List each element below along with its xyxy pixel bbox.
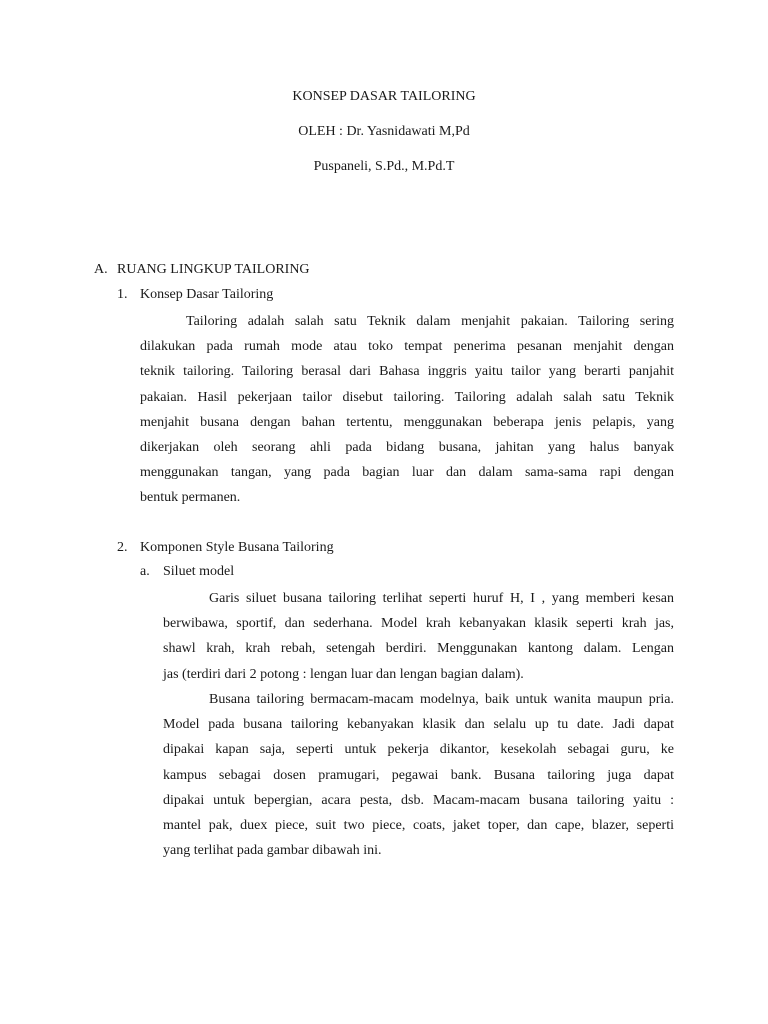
paragraph-line: Garis siluet busana tailoring terlihat seperti huruf H, I , yang memberi kesan xyxy=(209,591,674,606)
paragraph-line: dikerjakan oleh seorang ahli pada bidang busana, jahitan yang halus banyak xyxy=(140,440,674,456)
item-1-paragraph xyxy=(140,309,674,511)
paragraph-line: dipakai untuk bepergian, acara pesta, dsb. Macam-macam busana tailoring yaitu : xyxy=(163,792,674,808)
paragraph-line: shawl krah, krah rebah, setengah berdiri. Menggunakan kantong dalam. Lengan xyxy=(163,641,674,657)
paragraph-line: bentuk permanen. xyxy=(140,490,241,506)
sub-a-paragraph-1 xyxy=(163,586,674,687)
sub-a-title: Siluet model xyxy=(163,564,235,579)
sub-a-marker: a. xyxy=(140,564,150,579)
paragraph-line: menggunakan tangan, yang pada bagian luar dan dalam sama-sama rapi dengan xyxy=(140,465,674,481)
item-2-title: Komponen Style Busana Tailoring xyxy=(140,540,334,555)
paragraph-line: pakaian. Hasil pekerjaan tailor disebut tailoring. Tailoring adalah salah satu Teknik xyxy=(140,389,674,405)
paragraph-line: berwibawa, sportif, dan sederhana. Model krah kebanyakan klasik seperti krah jas, xyxy=(163,616,674,632)
paragraph-line: menjahit busana dengan bahan tertentu, menggunakan beberapa jenis pelapis, yang xyxy=(140,414,674,430)
item-1-marker: 1. xyxy=(117,287,128,302)
author-line-1: OLEH : Dr. Yasnidawati M,Pd xyxy=(298,124,470,139)
paragraph-line: kampus sebagai dosen pramugari, pegawai bank. Busana tailoring juga dapat xyxy=(163,767,674,783)
paragraph-line: teknik tailoring. Tailoring berasal dari Bahasa inggris yaitu tailor yang berarti panjahit xyxy=(140,364,674,380)
item-1-title: Konsep Dasar Tailoring xyxy=(140,287,274,302)
paragraph-line: mantel pak, duex piece, suit two piece, coats, jaket toper, dan cape, blazer, seperti xyxy=(163,818,674,834)
item-2-marker: 2. xyxy=(117,540,128,555)
paragraph-line: dilakukan pada rumah mode atau toko tempat penerima pesanan menjahit dengan xyxy=(140,339,674,355)
section-a-title: RUANG LINGKUP TAILORING xyxy=(117,262,310,277)
sub-a-paragraph-2 xyxy=(163,687,674,863)
document-title: KONSEP DASAR TAILORING xyxy=(292,89,476,104)
paragraph-line: Tailoring adalah salah satu Teknik dalam menjahit pakaian. Tailoring sering xyxy=(186,314,674,329)
section-a-marker: A. xyxy=(94,262,108,277)
paragraph-line: dipakai kapan saja, seperti untuk pekerja dikantor, kesekolah sebagai guru, ke xyxy=(163,742,674,758)
paragraph-line: Model pada busana tailoring kebanyakan klasik dan selalu up tu date. Jadi dapat xyxy=(163,717,674,733)
paragraph-line: yang terlihat pada gambar dibawah ini. xyxy=(163,843,382,859)
paragraph-line: Busana tailoring bermacam-macam modelnya, baik untuk wanita maupun pria. xyxy=(209,692,674,707)
author-line-2: Puspaneli, S.Pd., M.Pd.T xyxy=(313,159,455,174)
paragraph-line: jas (terdiri dari 2 potong : lengan luar dan lengan bagian dalam). xyxy=(163,666,524,682)
